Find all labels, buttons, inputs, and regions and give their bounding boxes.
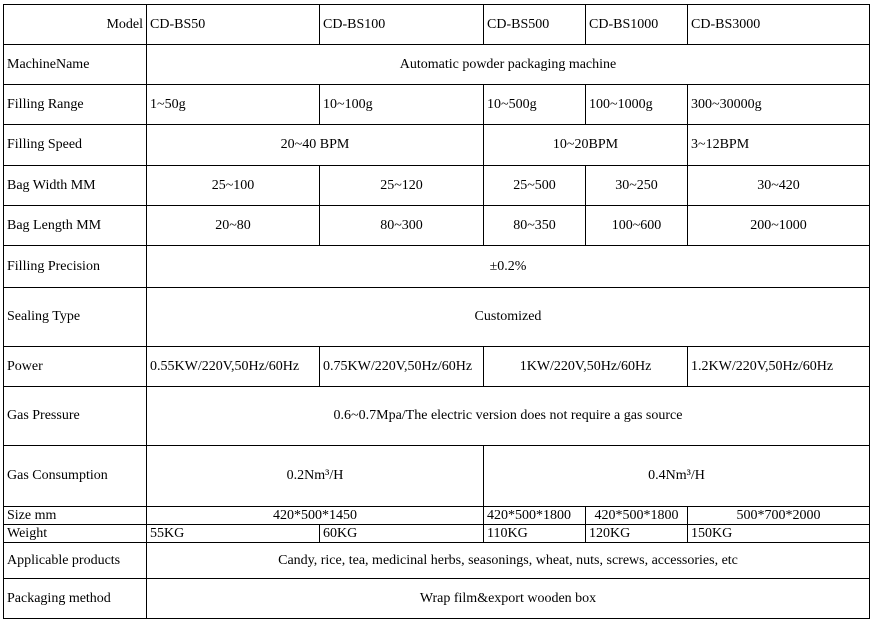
label-bag-length: Bag Length MM xyxy=(4,206,147,246)
size-value: 420*500*1800 xyxy=(586,507,688,525)
model-cd-bs500: CD-BS500 xyxy=(484,5,586,45)
label-filling-precision: Filling Precision xyxy=(4,246,147,288)
bag-width-value: 25~120 xyxy=(320,166,484,206)
model-cd-bs3000: CD-BS3000 xyxy=(688,5,870,45)
filling-range-value: 300~30000g xyxy=(688,85,870,125)
filling-speed-value: 20~40 BPM xyxy=(147,125,484,166)
weight-value: 110KG xyxy=(484,525,586,543)
row-packaging-method xyxy=(4,579,870,619)
bag-length-value: 80~300 xyxy=(320,206,484,246)
row-sealing-type xyxy=(4,288,870,347)
spec-table xyxy=(3,4,870,619)
size-value: 500*700*2000 xyxy=(688,507,870,525)
filling-speed-value: 10~20BPM xyxy=(484,125,688,166)
power-value: 0.75KW/220V,50Hz/60Hz xyxy=(320,347,484,387)
bag-width-value: 25~100 xyxy=(147,166,320,206)
filling-precision-value: ±0.2% xyxy=(147,246,870,288)
filling-speed-value: 3~12BPM xyxy=(688,125,870,166)
label-size: Size mm xyxy=(4,507,147,525)
label-gas-consumption: Gas Consumption xyxy=(4,446,147,507)
label-bag-width: Bag Width MM xyxy=(4,166,147,206)
filling-range-value: 1~50g xyxy=(147,85,320,125)
gas-consumption-value: 0.4Nm³/H xyxy=(484,446,870,507)
row-power xyxy=(4,347,870,387)
bag-width-value: 30~250 xyxy=(586,166,688,206)
packaging-method-value: Wrap film&export wooden box xyxy=(147,579,870,619)
weight-value: 60KG xyxy=(320,525,484,543)
label-packaging-method: Packaging method xyxy=(4,579,147,619)
weight-value: 150KG xyxy=(688,525,870,543)
weight-value: 55KG xyxy=(147,525,320,543)
row-filling-precision xyxy=(4,246,870,288)
filling-range-value: 10~100g xyxy=(320,85,484,125)
bag-length-value: 100~600 xyxy=(586,206,688,246)
gas-pressure-value: 0.6~0.7Mpa/The electric version does not require a gas source xyxy=(147,387,870,446)
row-size xyxy=(4,507,870,525)
model-cd-bs1000: CD-BS1000 xyxy=(586,5,688,45)
row-filling-speed xyxy=(4,125,870,166)
weight-value: 120KG xyxy=(586,525,688,543)
row-gas-consumption xyxy=(4,446,870,507)
power-value: 1.2KW/220V,50Hz/60Hz xyxy=(688,347,870,387)
size-value: 420*500*1800 xyxy=(484,507,586,525)
gas-consumption-value: 0.2Nm³/H xyxy=(147,446,484,507)
row-bag-width xyxy=(4,166,870,206)
label-applicable-products: Applicable products xyxy=(4,543,147,579)
bag-width-value: 30~420 xyxy=(688,166,870,206)
label-machine-name: MachineName xyxy=(4,45,147,85)
label-weight: Weight xyxy=(4,525,147,543)
bag-length-value: 200~1000 xyxy=(688,206,870,246)
row-model xyxy=(4,5,870,45)
label-sealing-type: Sealing Type xyxy=(4,288,147,347)
row-applicable-products xyxy=(4,543,870,579)
filling-range-value: 100~1000g xyxy=(586,85,688,125)
power-value: 1KW/220V,50Hz/60Hz xyxy=(484,347,688,387)
sealing-type-value: Customized xyxy=(147,288,870,347)
label-gas-pressure: Gas Pressure xyxy=(4,387,147,446)
applicable-products-value: Candy, rice, tea, medicinal herbs, seasonings, wheat, nuts, screws, accessories, etc xyxy=(147,543,870,579)
row-weight xyxy=(4,525,870,543)
row-machine-name xyxy=(4,45,870,85)
size-value: 420*500*1450 xyxy=(147,507,484,525)
machine-name-value: Automatic powder packaging machine xyxy=(147,45,870,85)
row-bag-length xyxy=(4,206,870,246)
bag-width-value: 25~500 xyxy=(484,166,586,206)
label-filling-speed: Filling Speed xyxy=(4,125,147,166)
row-gas-pressure xyxy=(4,387,870,446)
model-cd-bs100: CD-BS100 xyxy=(320,5,484,45)
row-filling-range xyxy=(4,85,870,125)
label-filling-range: Filling Range xyxy=(4,85,147,125)
model-cd-bs50: CD-BS50 xyxy=(147,5,320,45)
filling-range-value: 10~500g xyxy=(484,85,586,125)
power-value: 0.55KW/220V,50Hz/60Hz xyxy=(147,347,320,387)
label-power: Power xyxy=(4,347,147,387)
label-model: Model xyxy=(4,5,147,45)
bag-length-value: 80~350 xyxy=(484,206,586,246)
bag-length-value: 20~80 xyxy=(147,206,320,246)
